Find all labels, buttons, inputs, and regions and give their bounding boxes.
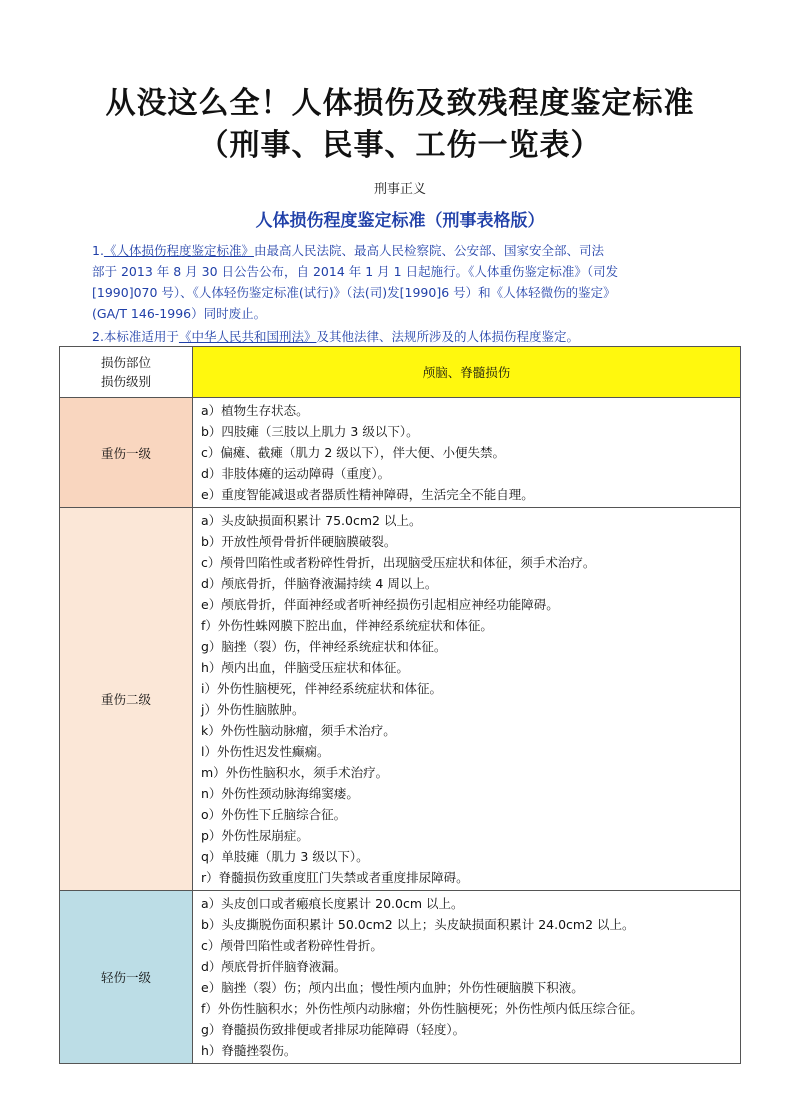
list-item: n）外伤性颈动脉海绵窦瘘。	[201, 786, 359, 801]
page-title-line-2: （刑事、民事、工伤一览表）	[198, 128, 602, 163]
level-name-cell: 轻伤一级	[60, 891, 193, 1064]
list-item: r）脊髓损伤致重度肛门失禁或者重度排尿障碍。	[201, 870, 469, 885]
list-item: j）外伤性脑脓肿。	[201, 702, 305, 717]
header-left-cell	[60, 347, 193, 398]
list-item: d）颅底骨折，伴脑脊液漏持续 4 周以上。	[201, 576, 438, 591]
note-1	[92, 240, 752, 324]
table-row	[60, 508, 741, 891]
list-item: q）单肢瘫（肌力 3 级以下）。	[201, 849, 369, 864]
level-name-cell: 重伤二级	[60, 508, 193, 891]
header-category-cell: 颅脑、脊髓损伤	[193, 347, 741, 398]
level-items-cell	[193, 398, 741, 508]
list-item: i）外伤性脑梗死，伴神经系统症状和体征。	[201, 681, 442, 696]
list-item: b）头皮撕脱伤面积累计 50.0cm2 以上；头皮缺损面积累计 24.0cm2 以上。	[201, 917, 635, 932]
page-title-line-1: 从没这么全！人体损伤及致残程度鉴定标准	[105, 86, 695, 121]
list-item: b）开放性颅骨骨折伴硬脑膜破裂。	[201, 534, 397, 549]
table-subtitle: 人体损伤程度鉴定标准（刑事表格版）	[255, 211, 545, 231]
note-2-criminal-law-link[interactable]: 《中华人民共和国刑法》	[178, 329, 317, 344]
list-item: g）脊髓损伤致排便或者排尿功能障碍（轻度）。	[201, 1022, 466, 1037]
list-item: a）植物生存状态。	[201, 403, 309, 418]
header-injury-level: 损伤级别	[100, 374, 151, 389]
list-item: g）脑挫（裂）伤，伴神经系统症状和体征。	[201, 639, 447, 654]
list-item: e）重度智能减退或者器质性精神障碍，生活完全不能自理。	[201, 487, 534, 502]
note-1-prefix: 1.	[92, 243, 104, 258]
list-item: h）脊髓挫裂伤。	[201, 1043, 297, 1058]
note-2	[92, 326, 752, 347]
note-1-line-2: 部于 2013 年 8 月 30 日公告公布，自 2014 年 1 月 1 日起施行。《人体重伤鉴定标准》（司发	[92, 264, 619, 279]
list-item: c）颅骨凹陷性或者粉碎性骨折。	[201, 938, 383, 953]
list-item: f）外伤性蛛网膜下腔出血，伴神经系统症状和体征。	[201, 618, 493, 633]
level-items-cell	[193, 508, 741, 891]
list-item: f）外伤性脑积水；外伤性颅内动脉瘤；外伤性脑梗死；外伤性颅内低压综合征。	[201, 1001, 643, 1016]
list-item: p）外伤性尿崩症。	[201, 828, 309, 843]
list-item: o）外伤性下丘脑综合征。	[201, 807, 347, 822]
level-name-cell: 重伤一级	[60, 398, 193, 508]
table-header-row	[60, 347, 741, 398]
table-row	[60, 891, 741, 1064]
list-item: c）颅骨凹陷性或者粉碎性骨折，出现脑受压症状和体征，须手术治疗。	[201, 555, 596, 570]
table-row	[60, 398, 741, 508]
list-item: d）颅底骨折伴脑脊液漏。	[201, 959, 347, 974]
note-1-text: 由最高人民法院、最高人民检察院、公安部、国家安全部、司法	[253, 243, 604, 258]
list-item: k）外伤性脑动脉瘤，须手术治疗。	[201, 723, 396, 738]
list-item: a）头皮缺损面积累计 75.0cm2 以上。	[201, 513, 422, 528]
header-injury-site: 损伤部位	[100, 355, 151, 370]
list-item: d）非肢体瘫的运动障碍（重度）。	[201, 466, 391, 481]
list-item: h）颅内出血，伴脑受压症状和体征。	[201, 660, 409, 675]
list-item: a）头皮创口或者瘢痕长度累计 20.0cm 以上。	[201, 896, 464, 911]
note-1-line-4: (GA/T 146-1996）同时废止。	[92, 306, 267, 321]
list-item: c）偏瘫、截瘫（肌力 2 级以下），伴大便、小便失禁。	[201, 445, 506, 460]
note-1-line-3: [1990]070 号）、《人体轻伤鉴定标准(试行)》（法(司)发[1990]6 号）和《人体轻微伤的鉴定》	[92, 285, 616, 300]
list-item: e）颅底骨折，伴面神经或者听神经损伤引起相应神经功能障碍。	[201, 597, 559, 612]
list-item: e）脑挫（裂）伤；颅内出血；慢性颅内血肿；外伤性硬脑膜下积液。	[201, 980, 584, 995]
list-item: b）四肢瘫（三肢以上肌力 3 级以下）。	[201, 424, 419, 439]
injury-standard-table	[59, 346, 741, 1064]
list-item: l）外伤性迟发性癫痫。	[201, 744, 330, 759]
list-item: m）外伤性脑积水，须手术治疗。	[201, 765, 389, 780]
note-1-standard-link[interactable]: 《人体损伤程度鉴定标准》	[103, 243, 254, 258]
section-label: 刑事正义	[373, 182, 426, 197]
note-2-text: 及其他法律、法规所涉及的人体损伤程度鉴定。	[316, 329, 579, 344]
note-2-prefix: 2.本标准适用于	[92, 329, 179, 344]
level-items-cell	[193, 891, 741, 1064]
